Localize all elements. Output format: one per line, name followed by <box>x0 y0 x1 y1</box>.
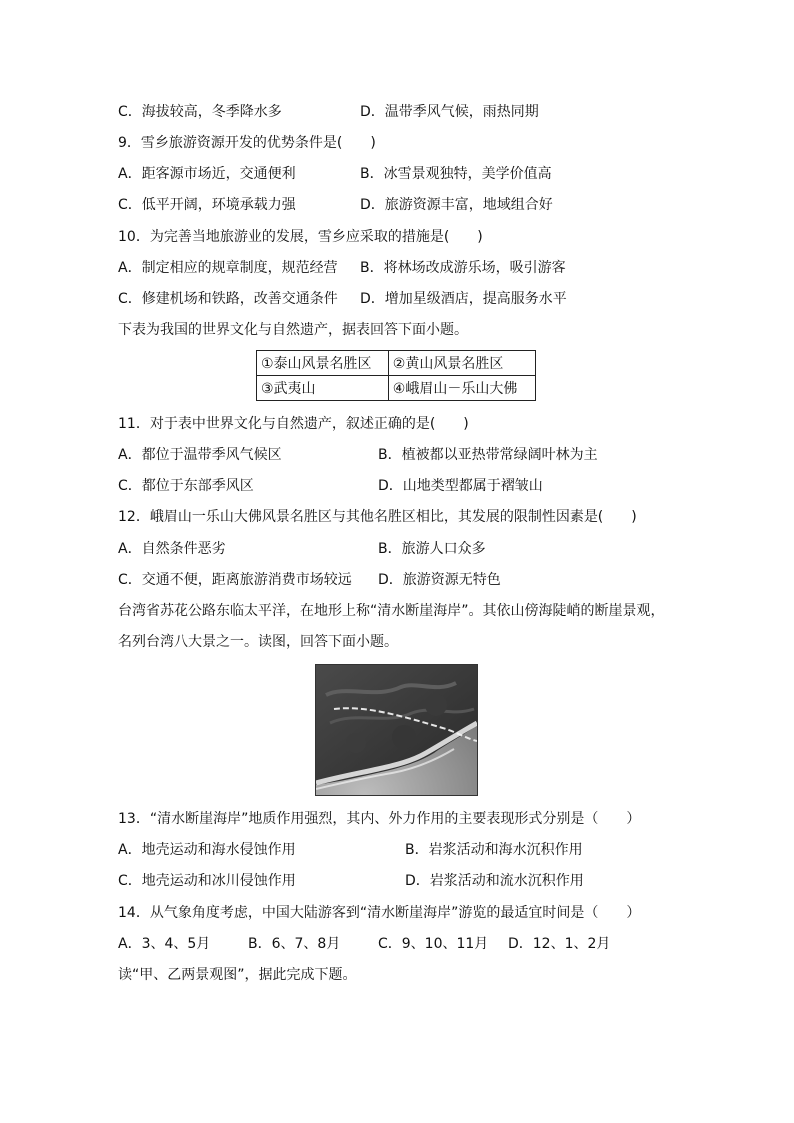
q9-option-d: D．旅游资源丰富，地域组合好 <box>360 197 553 213</box>
cliff-coast-photo <box>315 664 478 796</box>
q10-option-c: C．修建机场和铁路，改善交通条件 <box>118 291 338 307</box>
table-row <box>257 376 536 401</box>
q9-stem: 9．雪乡旅游资源开发的优势条件是( ) <box>118 135 376 151</box>
q10-option-d: D．增加星级酒店，提高服务水平 <box>360 291 567 307</box>
q9-option-a: A．距客源市场近，交通便利 <box>118 166 296 182</box>
q14-option-c: C．9、10、11月 <box>378 936 489 952</box>
q8-option-c: C．海拔较高，冬季降水多 <box>118 104 282 120</box>
q11-option-c: C．都位于东部季风区 <box>118 478 254 494</box>
q9-option-b: B．冰雪景观独特，美学价值高 <box>360 166 552 182</box>
table-row <box>257 351 536 376</box>
q12-option-b: B．旅游人口众多 <box>378 541 486 557</box>
heritage-table <box>256 350 536 401</box>
q12-option-a: A．自然条件恶劣 <box>118 541 226 557</box>
cliff-intro-line-2: 名列台湾八大景之一。读图，回答下面小题。 <box>118 634 398 650</box>
q11-stem: 11．对于表中世界文化与自然遗产，叙述正确的是( ) <box>118 416 469 432</box>
landscape-intro: 读“甲、乙两景观图”，据此完成下题。 <box>118 967 357 983</box>
q12-option-c: C．交通不便，距离旅游消费市场较远 <box>118 572 352 588</box>
q13-option-a: A．地壳运动和海水侵蚀作用 <box>118 842 296 858</box>
q10-option-a: A．制定相应的规章制度，规范经营 <box>118 260 338 276</box>
table-intro: 下表为我国的世界文化与自然遗产，据表回答下面小题。 <box>118 322 468 338</box>
q11-option-b: B．植被都以亚热带常绿阔叶林为主 <box>378 447 598 463</box>
table-cell: ④峨眉山－乐山大佛 <box>388 376 535 401</box>
q14-option-b: B．6、7、8月 <box>248 936 341 952</box>
q13-stem: 13．“清水断崖海岸”地质作用强烈，其内、外力作用的主要表现形式分别是（ ） <box>118 811 641 827</box>
q11-option-d: D．山地类型都属于褶皱山 <box>378 478 543 494</box>
cliff-intro-line-1: 台湾省苏花公路东临太平洋，在地形上称“清水断崖海岸”。其依山傍海陡峭的断崖景观， <box>118 603 665 619</box>
q10-stem: 10．为完善当地旅游业的发展，雪乡应采取的措施是( ) <box>118 229 483 245</box>
q12-option-d: D．旅游资源无特色 <box>378 572 501 588</box>
q8-option-d: D．温带季风气候，雨热同期 <box>360 104 539 120</box>
q13-option-b: B．岩浆活动和海水沉积作用 <box>405 842 583 858</box>
q11-option-a: A．都位于温带季风气候区 <box>118 447 282 463</box>
q14-option-d: D．12、1、2月 <box>508 936 611 952</box>
q9-option-c: C．低平开阔，环境承载力强 <box>118 197 296 213</box>
q14-stem: 14．从气象角度考虑，中国大陆游客到“清水断崖海岸”游览的最适宜时间是（ ） <box>118 905 641 921</box>
table-cell: ①泰山风景名胜区 <box>257 351 389 376</box>
table-cell: ③武夷山 <box>257 376 389 401</box>
q13-option-c: C．地壳运动和冰川侵蚀作用 <box>118 873 296 889</box>
cliff-coast-illustration <box>316 665 477 795</box>
q12-stem: 12．峨眉山一乐山大佛风景名胜区与其他名胜区相比，其发展的限制性因素是( ) <box>118 509 637 525</box>
q14-option-a: A．3、4、5月 <box>118 936 211 952</box>
q10-option-b: B．将林场改成游乐场，吸引游客 <box>360 260 566 276</box>
table-cell: ②黄山风景名胜区 <box>388 351 535 376</box>
q13-option-d: D．岩浆活动和流水沉积作用 <box>405 873 584 889</box>
